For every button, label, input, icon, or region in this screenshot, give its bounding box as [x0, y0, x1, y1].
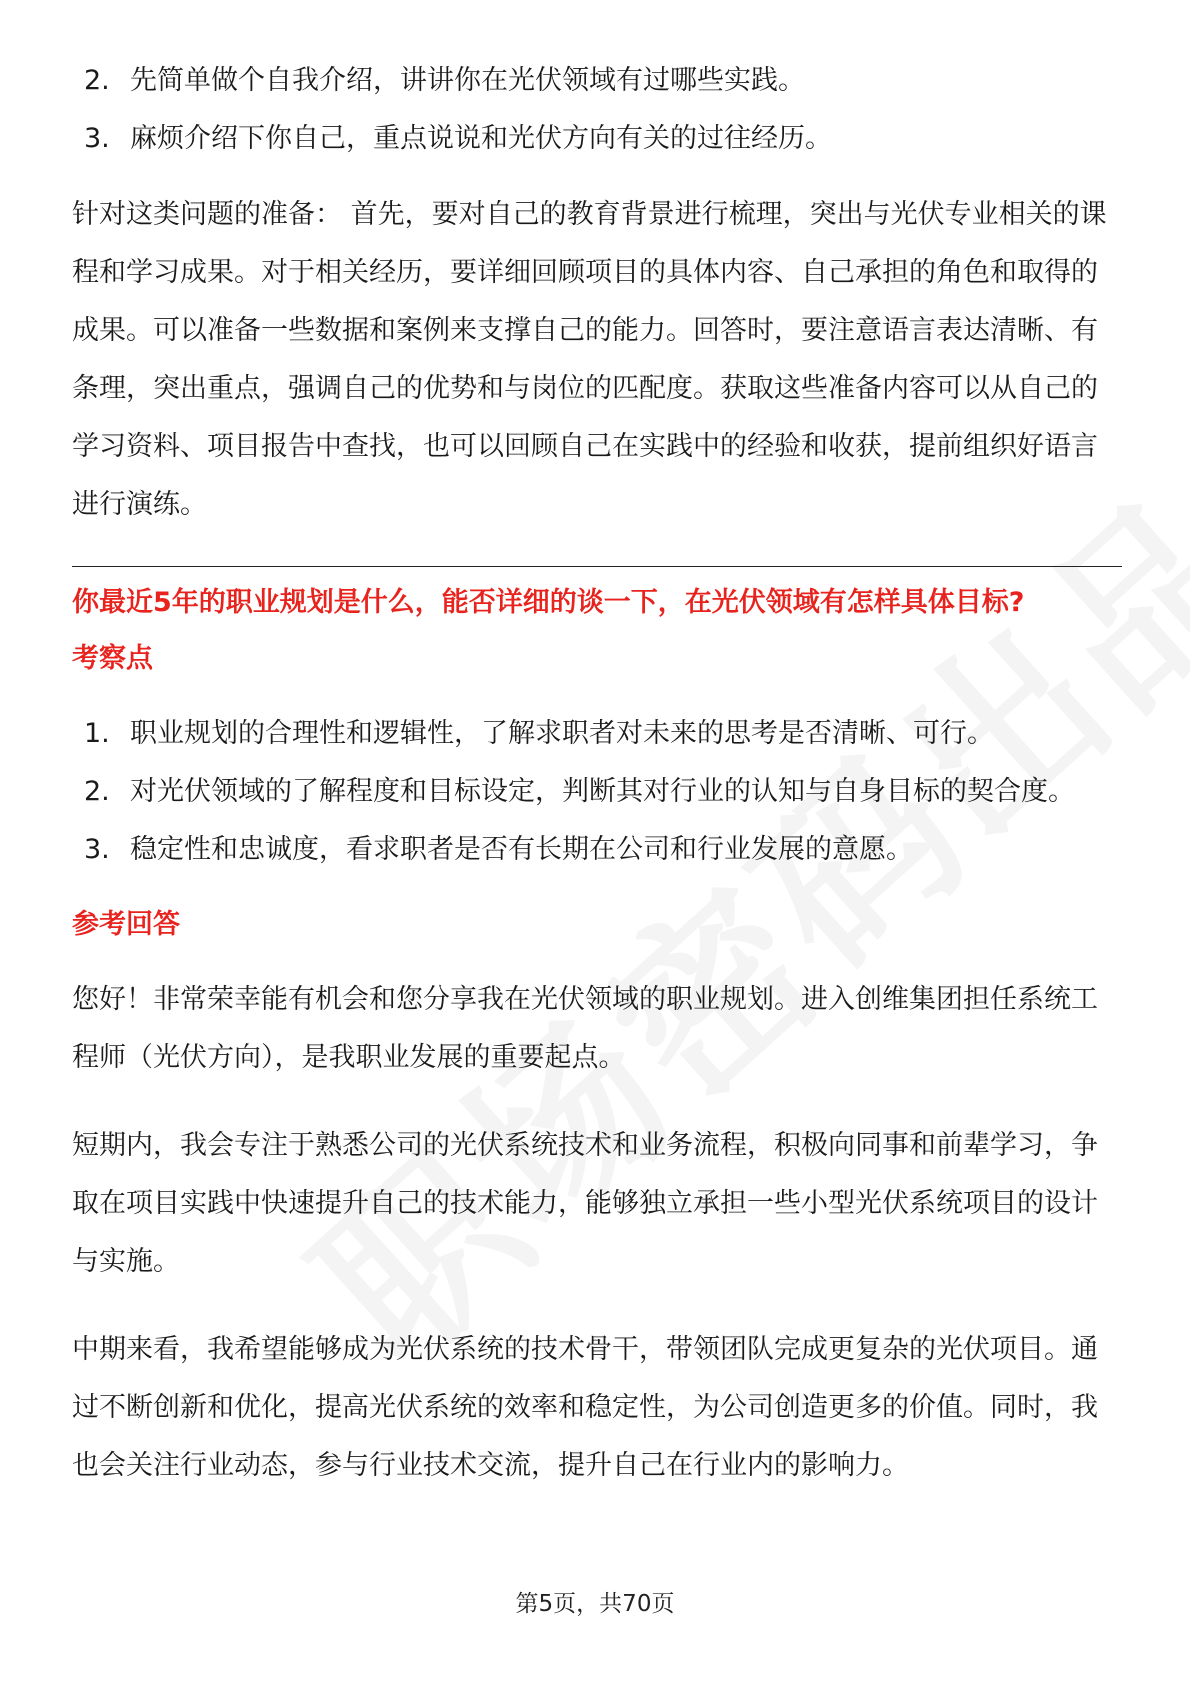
- answer-paragraph: 中期来看，我希望能够成为光伏系统的技术骨干，带领团队完成更复杂的光伏项目。通过不断创新和优化，提高光伏系统的效率和稳定性，为公司创造更多的价值。同时，我也会关注行业动态，参与行业技术交流，提升自己在行业内的影响力。: [72, 1334, 1098, 1481]
- list-item: [84, 763, 1122, 821]
- list-item: [84, 52, 1122, 110]
- list-item: [84, 821, 1122, 879]
- examine-points-list: [72, 705, 1122, 879]
- prep-paragraph: 针对这类问题的准备： 首先，要对自己的教育背景进行梳理，突出与光伏专业相关的课程和学习成果。对于相关经历，要详细回顾项目的具体内容、自己承担的角色和取得的成果。可以准备一些数据和案例来支撑自己的能力。回答时，要注意语言表达清晰、有条理，突出重点，强调自己的优势和与岗位的匹配度。获取这些准备内容可以从自己的学习资料、项目报告中查找，也可以回顾自己在实践中的经验和收获，提前组织好语言进行演练。: [72, 199, 1107, 520]
- list-number: 3.: [84, 123, 110, 154]
- top-list: [72, 52, 1122, 168]
- list-number: 2.: [84, 776, 110, 807]
- list-text: 对光伏领域的了解程度和目标设定，判断其对行业的认知与自身目标的契合度。: [130, 776, 1075, 807]
- list-number: 3.: [84, 834, 110, 865]
- page-footer: 第5页，共70页: [515, 1591, 675, 1617]
- list-number: 1.: [84, 718, 110, 749]
- answer-paragraph: 短期内，我会专注于熟悉公司的光伏系统技术和业务流程，积极向同事和前辈学习，争取在项目实践中快速提升自己的技术能力，能够独立承担一些小型光伏系统项目的设计与实施。: [72, 1130, 1098, 1277]
- examine-label: 考察点: [72, 643, 153, 674]
- answer-paragraph: 您好！非常荣幸能有机会和您分享我在光伏领域的职业规划。进入创维集团担任系统工程师（光伏方向），是我职业发展的重要起点。: [72, 984, 1098, 1073]
- question-heading: 你最近5年的职业规划是什么，能否详细的谈一下，在光伏领域有怎样具体目标?: [72, 587, 1025, 618]
- list-text: 麻烦介绍下你自己，重点说说和光伏方向有关的过往经历。: [130, 123, 832, 154]
- content: [72, 52, 1122, 1495]
- list-number: 2.: [84, 65, 110, 96]
- list-text: 稳定性和忠诚度，看求职者是否有长期在公司和行业发展的意愿。: [130, 834, 913, 865]
- answer-label: 参考回答: [72, 909, 180, 940]
- list-item: [84, 705, 1122, 763]
- list-item: [84, 110, 1122, 168]
- list-text: 职业规划的合理性和逻辑性，了解求职者对未来的思考是否清晰、可行。: [130, 718, 994, 749]
- section-divider: [72, 566, 1122, 567]
- list-text: 先简单做个自我介绍，讲讲你在光伏领域有过哪些实践。: [130, 65, 805, 96]
